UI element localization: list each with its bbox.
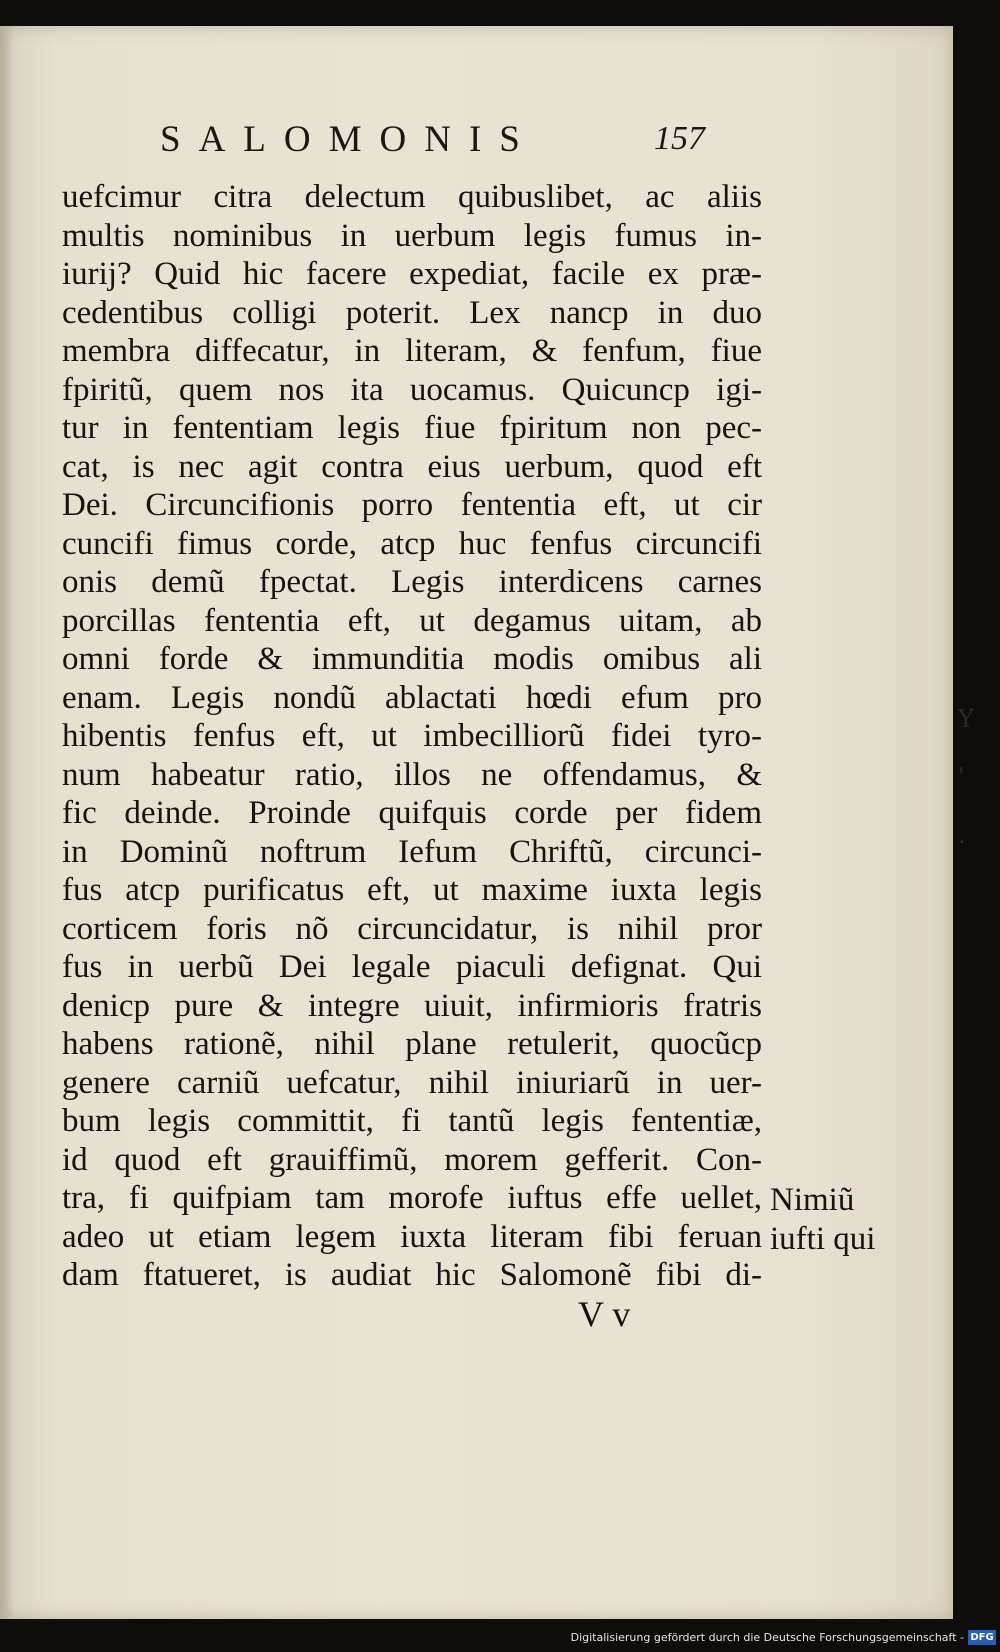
text-line: membra diffecatur, in literam, & fenfum, fiue: [62, 333, 762, 369]
text-line: onis demũ fpectat. Legis interdicens carnes: [62, 564, 762, 600]
marginal-note: [770, 1181, 900, 1258]
running-head: [160, 118, 705, 168]
text-line: denicp pure & integre uiuit, infirmioris fratris: [62, 987, 762, 1024]
text-line: omni forde & immunditia modis omibus ali: [62, 641, 762, 677]
text-line: dam ftatueret, is audiat hic Salomonẽ fibi di-: [62, 1257, 762, 1293]
text-line: id quod eft grauiffimũ, morem gefferit. Con-: [62, 1141, 762, 1178]
text-line: fus atcp purificatus eft, ut maxime iuxta legis: [62, 872, 762, 908]
text-line: tur in fententiam legis fiue fpiritum non pec-: [62, 410, 762, 446]
text-line: in Dominũ noftrum Iefum Chriftũ, circunci-: [62, 833, 762, 870]
text-line: cedentibus colligi poterit. Lex nancp in duo: [62, 294, 762, 331]
text-line: enam. Legis nondũ ablactati hœdi efum pro: [62, 679, 762, 716]
text-line: cuncifi fimus corde, atcp huc fenfus circuncifi: [62, 525, 762, 562]
text-line: num habeatur ratio, illos ne offendamus, &: [62, 756, 762, 793]
text-line: hibentis fenfus eft, ut imbecilliorũ fidei tyro-: [62, 718, 762, 754]
text-line: uefcimur citra delectum quibuslibet, ac aliis: [62, 179, 762, 215]
dfg-logo-icon: DFG: [968, 1630, 996, 1645]
page-gutter-shadow: [0, 26, 14, 1619]
running-title: SALOMONIS: [160, 119, 538, 160]
text-line: Dei. Circuncifionis porro fententia eft, ut cir: [62, 487, 762, 523]
text-line: bum legis committit, fi tantũ legis fententiæ,: [62, 1103, 762, 1139]
body-text: [62, 178, 762, 1295]
text-line: genere carniũ uefcatur, nihil iniuriarũ in uer-: [62, 1064, 762, 1101]
show-through-marks: Y ' .: [958, 705, 974, 849]
text-line: adeo ut etiam legem iuxta literam fibi feruan: [62, 1218, 762, 1255]
text-line: tra, fi quifpiam tam morofe iuftus effe uellet,: [62, 1180, 762, 1216]
text-line: fic deinde. Proinde quifquis corde per fidem: [62, 795, 762, 831]
signature-mark: V v: [578, 1294, 631, 1334]
funding-credit: Digitalisierung gefördert durch die Deutsche Forschungsgemeinschaft -: [570, 1631, 964, 1644]
text-line: cat, is nec agit contra eius uerbum, quod eft: [62, 448, 762, 485]
text-line: corticem foris nõ circuncidatur, is nihil pror: [62, 910, 762, 947]
marginal-note-line: iufti qui: [770, 1220, 876, 1257]
text-line: habens rationẽ, nihil plane retulerit, quocũcp: [62, 1026, 762, 1062]
marginal-note-line: Nimiũ: [770, 1182, 855, 1218]
text-line: fpiritũ, quem nos ita uocamus. Quicuncp igi-: [62, 371, 762, 408]
text-line: porcillas fententia eft, ut degamus uitam, ab: [62, 602, 762, 639]
page-number: 157: [654, 120, 705, 157]
text-line: multis nominibus in uerbum legis fumus in-: [62, 217, 762, 254]
text-line: iurij? Quid hic facere expediat, facile ex præ-: [62, 256, 762, 292]
text-line: fus in uerbũ Dei legale piaculi defignat. Qui: [62, 949, 762, 985]
